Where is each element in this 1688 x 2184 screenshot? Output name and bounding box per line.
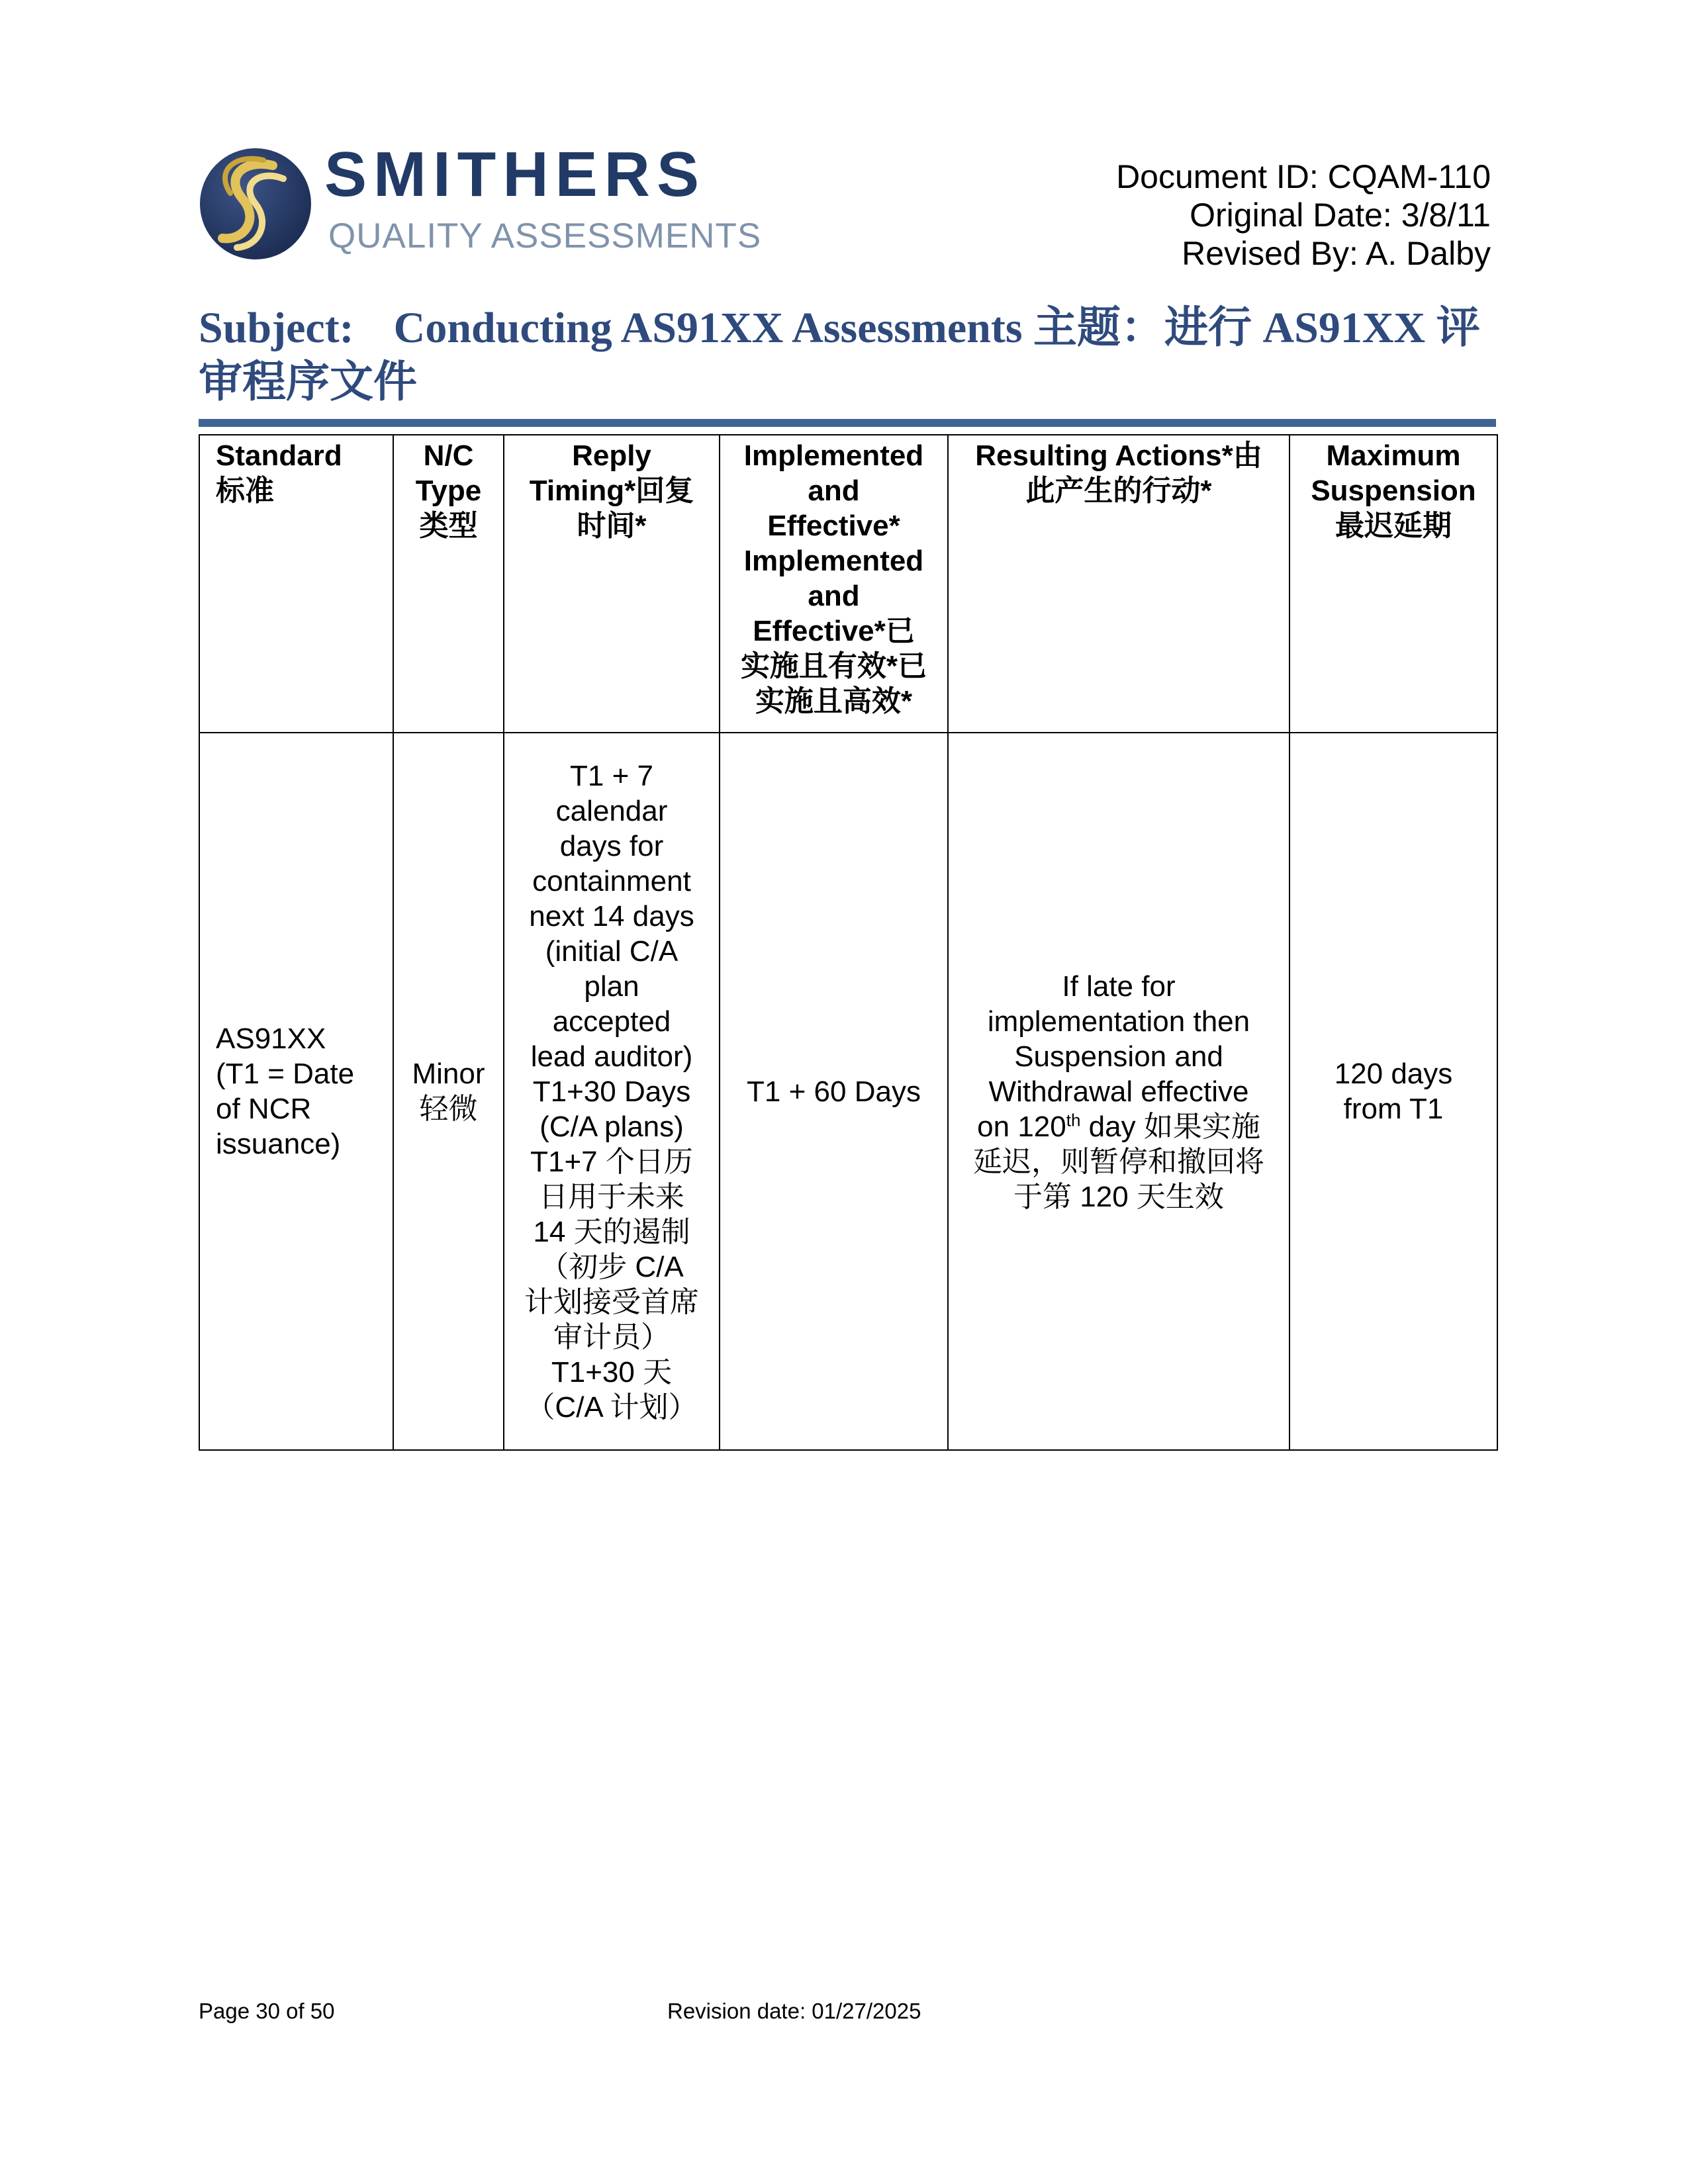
smithers-emblem-icon	[199, 147, 312, 261]
cell-standard: AS91XX (T1 = Date of NCR issuance)	[199, 733, 393, 1450]
revised-by: Revised By: A. Dalby	[1182, 235, 1491, 272]
subject-title: Conducting AS91XX Assessments 主题：进行 AS91XX 评审程序文件	[199, 304, 1480, 406]
original-date: Original Date: 3/8/11	[1190, 197, 1491, 234]
logo-tagline-text: QUALITY ASSESSMENTS	[328, 216, 762, 255]
subject-label: Subject:	[199, 304, 354, 352]
header-standard: Standard 标准	[199, 435, 393, 733]
header-resulting-actions: Resulting Actions*由 此产生的行动*	[948, 435, 1289, 733]
header-implemented-effective: Implemented and Effective* Implemented and Effective*已 实施且有效*已 实施且高效*	[720, 435, 948, 733]
cell-maximum-suspension: 120 days from T1	[1289, 733, 1497, 1450]
header-maximum-suspension: Maximum Suspension 最迟延期	[1289, 435, 1497, 733]
cell-resulting-actions	[948, 733, 1289, 1450]
cell-reply-timing: T1 + 7 calendar days for containment next 14 days (initial C/A plan accepted lead auditor) T1+30 Days (C/A plans) T1+7 个日历 日用于未来 14 天的遏制 （初步 C/A 计划接受首席 审计员） T1+30 天 （C/A 计划）	[504, 733, 720, 1450]
resulting-actions-text-2: day 如果实施 延迟，则暂停和撤回将 于第 120 天生效	[973, 1110, 1264, 1213]
cell-implemented-effective: T1 + 60 Days	[720, 733, 948, 1450]
table-row	[199, 733, 1497, 1450]
logo-brand-text: SMITHERS	[324, 139, 706, 210]
resulting-actions-text-1: If late for implementation then Suspension and Withdrawal effective on 120	[977, 970, 1250, 1143]
document-id: Document ID: CQAM-110	[1116, 158, 1491, 195]
resulting-actions-superscript: th	[1066, 1109, 1081, 1130]
revision-date: Revision date: 01/27/2025	[667, 1999, 921, 2023]
smithers-logo	[199, 139, 762, 261]
cell-nc-type: Minor 轻微	[393, 733, 504, 1450]
header-divider	[199, 419, 1496, 427]
header-nc-type: N/C Type 类型	[393, 435, 504, 733]
page-number: Page 30 of 50	[199, 1999, 335, 2023]
page-title	[199, 301, 1496, 410]
header-reply-timing: Reply Timing*回复 时间*	[504, 435, 720, 733]
document-meta	[1116, 158, 1491, 273]
nonconformance-table	[199, 434, 1498, 1451]
table-header-row	[199, 435, 1497, 733]
